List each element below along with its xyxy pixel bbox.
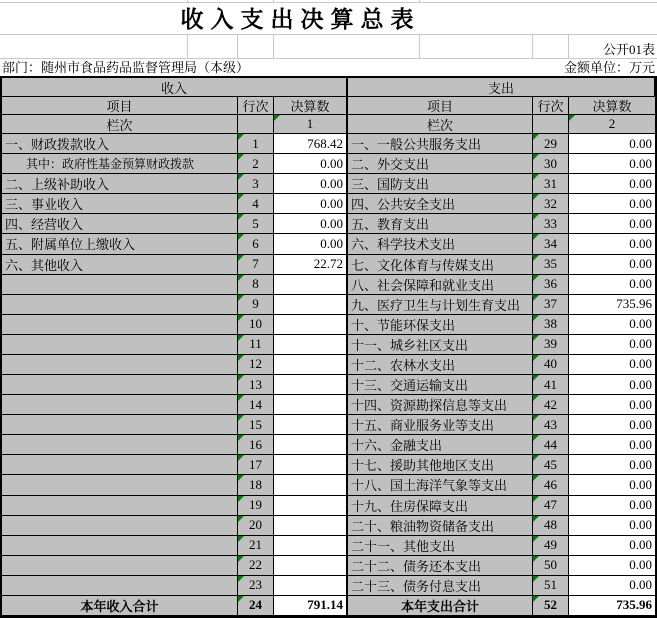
cell-flag-icon bbox=[533, 315, 539, 321]
row-number-cell: 11 bbox=[238, 335, 274, 355]
income-lane-number bbox=[274, 115, 347, 134]
item-cell: 五、附属单位上缴收入 bbox=[2, 234, 238, 254]
row-number-cell: 39 bbox=[533, 335, 569, 355]
amount-cell: 0.00 bbox=[274, 194, 347, 214]
gridline bbox=[568, 34, 569, 59]
gridline bbox=[532, 34, 533, 59]
amount-cell: 768.42 bbox=[274, 134, 347, 154]
item-cell: 三、国防支出 bbox=[347, 174, 533, 194]
cell-flag-icon bbox=[238, 596, 244, 602]
expenditure-header-amount: 决算数 bbox=[569, 97, 655, 115]
item-cell: 一、一般公共服务支出 bbox=[347, 134, 533, 154]
amount-cell: 0.00 bbox=[569, 375, 655, 395]
amount-cell bbox=[274, 315, 347, 335]
income-header-rowno: 行次 bbox=[238, 97, 274, 115]
item-cell bbox=[2, 375, 238, 395]
amount-cell: 0.00 bbox=[274, 214, 347, 234]
cell-flag-icon bbox=[533, 596, 539, 602]
amount-cell: 0.00 bbox=[569, 435, 655, 455]
amount-cell: 0.00 bbox=[569, 415, 655, 435]
item-cell: 五、教育支出 bbox=[347, 214, 533, 234]
row-number-cell: 21 bbox=[238, 536, 274, 556]
row-number-cell: 31 bbox=[533, 174, 569, 194]
amount-cell: 0.00 bbox=[569, 194, 655, 214]
row-number-cell: 49 bbox=[533, 536, 569, 556]
cell-flag-icon bbox=[533, 234, 539, 240]
expenditure-lane-label: 栏次 bbox=[347, 115, 533, 134]
item-cell: 十一、城乡社区支出 bbox=[347, 335, 533, 355]
expenditure-header-rowno: 行次 bbox=[533, 97, 569, 115]
row-number-cell: 41 bbox=[533, 375, 569, 395]
gridline bbox=[187, 34, 188, 59]
cell-flag-icon bbox=[533, 154, 539, 160]
gridline bbox=[237, 34, 238, 59]
item-cell: 十三、交通运输支出 bbox=[347, 375, 533, 395]
department-line: 部门：随州市食品药品监督管理局（本级） bbox=[2, 60, 250, 75]
cell-flag-icon bbox=[533, 255, 539, 261]
row-number-cell: 8 bbox=[238, 275, 274, 295]
row-number-cell: 23 bbox=[238, 576, 274, 596]
row-number-cell: 10 bbox=[238, 315, 274, 335]
amount-cell bbox=[274, 496, 347, 516]
row-number-cell: 9 bbox=[238, 295, 274, 315]
row-number-cell: 48 bbox=[533, 516, 569, 536]
amount-cell: 0.00 bbox=[274, 154, 347, 174]
item-cell: 二、外交支出 bbox=[347, 154, 533, 174]
amount-cell: 0.00 bbox=[569, 134, 655, 154]
item-cell: 十五、商业服务业等支出 bbox=[347, 415, 533, 435]
row-number-cell: 35 bbox=[533, 255, 569, 275]
row-number-cell: 7 bbox=[238, 255, 274, 275]
cell-flag-icon bbox=[238, 255, 244, 261]
cell-flag-icon bbox=[533, 475, 539, 481]
item-cell: 十八、国土海洋气象等支出 bbox=[347, 475, 533, 495]
gridline bbox=[273, 0, 274, 3]
cell-flag-icon bbox=[238, 435, 244, 441]
row-number-cell: 12 bbox=[238, 355, 274, 375]
amount-cell: 0.00 bbox=[569, 516, 655, 536]
amount-cell: 791.14 bbox=[274, 596, 347, 616]
item-cell: 二十一、其他支出 bbox=[347, 536, 533, 556]
amount-cell bbox=[274, 556, 347, 576]
cell-flag-icon bbox=[238, 194, 244, 200]
accounts-table bbox=[0, 76, 657, 618]
expenditure-lane-rowno-blank bbox=[533, 115, 569, 134]
gridline bbox=[187, 0, 188, 3]
amount-cell: 0.00 bbox=[569, 154, 655, 174]
cell-flag-icon bbox=[533, 496, 539, 502]
currency-unit-label: 金额单位：万元 bbox=[563, 60, 655, 75]
item-cell bbox=[2, 295, 238, 315]
amount-cell: 0.00 bbox=[569, 255, 655, 275]
amount-cell bbox=[274, 355, 347, 375]
row-number-cell: 34 bbox=[533, 234, 569, 254]
cell-flag-icon bbox=[533, 556, 539, 562]
expenditure-section bbox=[347, 78, 655, 616]
amount-cell: 0.00 bbox=[274, 234, 347, 254]
item-cell: 十六、金融支出 bbox=[347, 435, 533, 455]
gridline bbox=[0, 34, 657, 35]
item-cell bbox=[2, 576, 238, 596]
item-cell: 十四、资源勘探信息等支出 bbox=[347, 395, 533, 415]
row-number-cell: 15 bbox=[238, 415, 274, 435]
cell-flag-icon bbox=[238, 355, 244, 361]
row-number-cell: 4 bbox=[238, 194, 274, 214]
amount-cell: 0.00 bbox=[569, 475, 655, 495]
cell-flag-icon bbox=[238, 576, 244, 582]
cell-flag-icon bbox=[533, 134, 539, 140]
item-cell bbox=[2, 516, 238, 536]
row-number-cell: 29 bbox=[533, 134, 569, 154]
expenditure-lane-number bbox=[569, 115, 655, 134]
item-cell: 四、经营收入 bbox=[2, 214, 238, 234]
row-number-cell: 30 bbox=[533, 154, 569, 174]
amount-cell: 0.00 bbox=[569, 576, 655, 596]
row-number-cell: 14 bbox=[238, 395, 274, 415]
income-header-item: 项目 bbox=[2, 97, 238, 115]
item-cell: 十九、住房保障支出 bbox=[347, 496, 533, 516]
row-number-cell: 38 bbox=[533, 315, 569, 335]
cell-flag-icon bbox=[533, 415, 539, 421]
cell-flag-icon bbox=[533, 295, 539, 301]
cell-flag-icon bbox=[238, 335, 244, 341]
amount-cell: 0.00 bbox=[274, 174, 347, 194]
cell-flag-icon bbox=[238, 134, 244, 140]
amount-cell: 22.72 bbox=[274, 255, 347, 275]
amount-cell bbox=[274, 295, 347, 315]
amount-cell: 0.00 bbox=[569, 234, 655, 254]
row-number-cell: 33 bbox=[533, 214, 569, 234]
amount-cell bbox=[274, 516, 347, 536]
item-cell bbox=[2, 536, 238, 556]
sheet-number-label: 公开01表 bbox=[602, 42, 655, 57]
amount-cell bbox=[274, 536, 347, 556]
amount-cell: 0.00 bbox=[569, 395, 655, 415]
item-cell: 本年收入合计 bbox=[2, 596, 238, 616]
item-cell: 四、公共安全支出 bbox=[347, 194, 533, 214]
cell-flag-icon bbox=[274, 115, 280, 121]
row-number-cell: 6 bbox=[238, 234, 274, 254]
cell-flag-icon bbox=[533, 576, 539, 582]
report-header-area bbox=[0, 0, 657, 76]
row-number-cell: 20 bbox=[238, 516, 274, 536]
item-cell: 十二、农林水支出 bbox=[347, 355, 533, 375]
cell-flag-icon bbox=[238, 174, 244, 180]
row-number-cell: 36 bbox=[533, 275, 569, 295]
amount-cell: 0.00 bbox=[569, 536, 655, 556]
amount-cell: 0.00 bbox=[569, 455, 655, 475]
income-lane-label: 栏次 bbox=[2, 115, 238, 134]
cell-flag-icon bbox=[533, 395, 539, 401]
cell-flag-icon bbox=[533, 214, 539, 220]
item-cell bbox=[2, 395, 238, 415]
amount-cell: 0.00 bbox=[569, 214, 655, 234]
item-cell bbox=[2, 475, 238, 495]
cell-flag-icon bbox=[533, 174, 539, 180]
row-number-cell: 40 bbox=[533, 355, 569, 375]
amount-cell bbox=[274, 335, 347, 355]
amount-cell bbox=[274, 395, 347, 415]
item-cell: 十、节能环保支出 bbox=[347, 315, 533, 335]
row-number-cell: 22 bbox=[238, 556, 274, 576]
amount-cell: 0.00 bbox=[569, 275, 655, 295]
cell-flag-icon bbox=[238, 154, 244, 160]
item-cell bbox=[2, 556, 238, 576]
amount-cell bbox=[274, 375, 347, 395]
amount-cell bbox=[274, 435, 347, 455]
cell-flag-icon bbox=[238, 214, 244, 220]
gridline bbox=[419, 34, 420, 59]
expenditure-header-item: 项目 bbox=[347, 97, 533, 115]
item-cell: 十七、援助其他地区支出 bbox=[347, 455, 533, 475]
cell-flag-icon bbox=[238, 536, 244, 542]
income-section bbox=[2, 78, 347, 616]
amount-cell bbox=[274, 415, 347, 435]
item-cell: 二、上级补助收入 bbox=[2, 174, 238, 194]
cell-flag-icon bbox=[533, 435, 539, 441]
cell-flag-icon bbox=[238, 455, 244, 461]
row-number-cell: 5 bbox=[238, 214, 274, 234]
row-number-cell: 16 bbox=[238, 435, 274, 455]
row-number-cell: 19 bbox=[238, 496, 274, 516]
cell-flag-icon bbox=[238, 475, 244, 481]
item-cell: 二十三、债务付息支出 bbox=[347, 576, 533, 596]
amount-cell bbox=[274, 576, 347, 596]
gridline bbox=[419, 0, 420, 3]
item-cell bbox=[2, 335, 238, 355]
row-number-cell: 46 bbox=[533, 475, 569, 495]
row-number-cell: 18 bbox=[238, 475, 274, 495]
cell-flag-icon bbox=[238, 496, 244, 502]
income-section-title: 收入 bbox=[2, 78, 347, 97]
row-number-cell: 13 bbox=[238, 375, 274, 395]
amount-cell: 0.00 bbox=[569, 174, 655, 194]
row-number-cell: 44 bbox=[533, 435, 569, 455]
amount-cell bbox=[274, 275, 347, 295]
row-number-cell: 17 bbox=[238, 455, 274, 475]
cell-flag-icon bbox=[533, 375, 539, 381]
cell-flag-icon bbox=[238, 415, 244, 421]
item-cell: 三、事业收入 bbox=[2, 194, 238, 214]
row-number-cell: 43 bbox=[533, 415, 569, 435]
cell-flag-icon bbox=[533, 536, 539, 542]
row-number-cell: 52 bbox=[533, 596, 569, 616]
row-number-cell: 3 bbox=[238, 174, 274, 194]
item-cell: 二十、粮油物资储备支出 bbox=[347, 516, 533, 536]
cell-flag-icon bbox=[238, 295, 244, 301]
cell-flag-icon bbox=[238, 315, 244, 321]
amount-cell bbox=[274, 475, 347, 495]
cell-flag-icon bbox=[533, 355, 539, 361]
item-cell bbox=[2, 496, 238, 516]
item-cell: 六、其他收入 bbox=[2, 255, 238, 275]
cell-flag-icon bbox=[238, 516, 244, 522]
item-cell: 本年支出合计 bbox=[347, 596, 533, 616]
lane-number-text: 2 bbox=[608, 116, 616, 131]
item-cell bbox=[2, 275, 238, 295]
cell-flag-icon bbox=[238, 234, 244, 240]
income-header-amount: 决算数 bbox=[274, 97, 347, 115]
item-cell bbox=[2, 355, 238, 375]
item-cell: 九、医疗卫生与计划生育支出 bbox=[347, 295, 533, 315]
income-lane-rowno-blank bbox=[238, 115, 274, 134]
gridline bbox=[0, 2, 657, 3]
cell-flag-icon bbox=[569, 115, 575, 121]
item-cell bbox=[2, 455, 238, 475]
cell-flag-icon bbox=[533, 194, 539, 200]
item-cell: 一、财政拨款收入 bbox=[2, 134, 238, 154]
row-number-cell: 1 bbox=[238, 134, 274, 154]
report-title: 收入支出决算总表 bbox=[180, 7, 421, 32]
item-cell bbox=[2, 315, 238, 335]
cell-flag-icon bbox=[533, 516, 539, 522]
row-number-cell: 2 bbox=[238, 154, 274, 174]
item-cell: 八、社会保障和就业支出 bbox=[347, 275, 533, 295]
row-number-cell: 42 bbox=[533, 395, 569, 415]
amount-cell: 735.96 bbox=[569, 596, 655, 616]
amount-cell: 735.96 bbox=[569, 295, 655, 315]
cell-flag-icon bbox=[238, 275, 244, 281]
amount-cell: 0.00 bbox=[569, 315, 655, 335]
amount-cell: 0.00 bbox=[569, 355, 655, 375]
cell-flag-icon bbox=[238, 375, 244, 381]
cell-flag-icon bbox=[533, 455, 539, 461]
item-cell: 二十二、债务还本支出 bbox=[347, 556, 533, 576]
cell-flag-icon bbox=[238, 395, 244, 401]
cell-flag-icon bbox=[533, 275, 539, 281]
item-cell bbox=[2, 435, 238, 455]
gridline bbox=[273, 34, 274, 59]
amount-cell: 0.00 bbox=[569, 556, 655, 576]
row-number-cell: 47 bbox=[533, 496, 569, 516]
expenditure-section-title: 支出 bbox=[347, 78, 655, 97]
amount-cell: 0.00 bbox=[569, 335, 655, 355]
row-number-cell: 50 bbox=[533, 556, 569, 576]
row-number-cell: 45 bbox=[533, 455, 569, 475]
item-cell: 六、科学技术支出 bbox=[347, 234, 533, 254]
row-number-cell: 24 bbox=[238, 596, 274, 616]
cell-flag-icon bbox=[533, 335, 539, 341]
row-number-cell: 37 bbox=[533, 295, 569, 315]
amount-cell bbox=[274, 455, 347, 475]
item-cell: 其中：政府性基金预算财政拨款 bbox=[2, 154, 238, 174]
item-cell bbox=[2, 415, 238, 435]
row-number-cell: 32 bbox=[533, 194, 569, 214]
item-cell: 七、文化体育与传媒支出 bbox=[347, 255, 533, 275]
amount-cell: 0.00 bbox=[569, 496, 655, 516]
cell-flag-icon bbox=[238, 556, 244, 562]
lane-number-text: 1 bbox=[306, 116, 314, 131]
row-number-cell: 51 bbox=[533, 576, 569, 596]
